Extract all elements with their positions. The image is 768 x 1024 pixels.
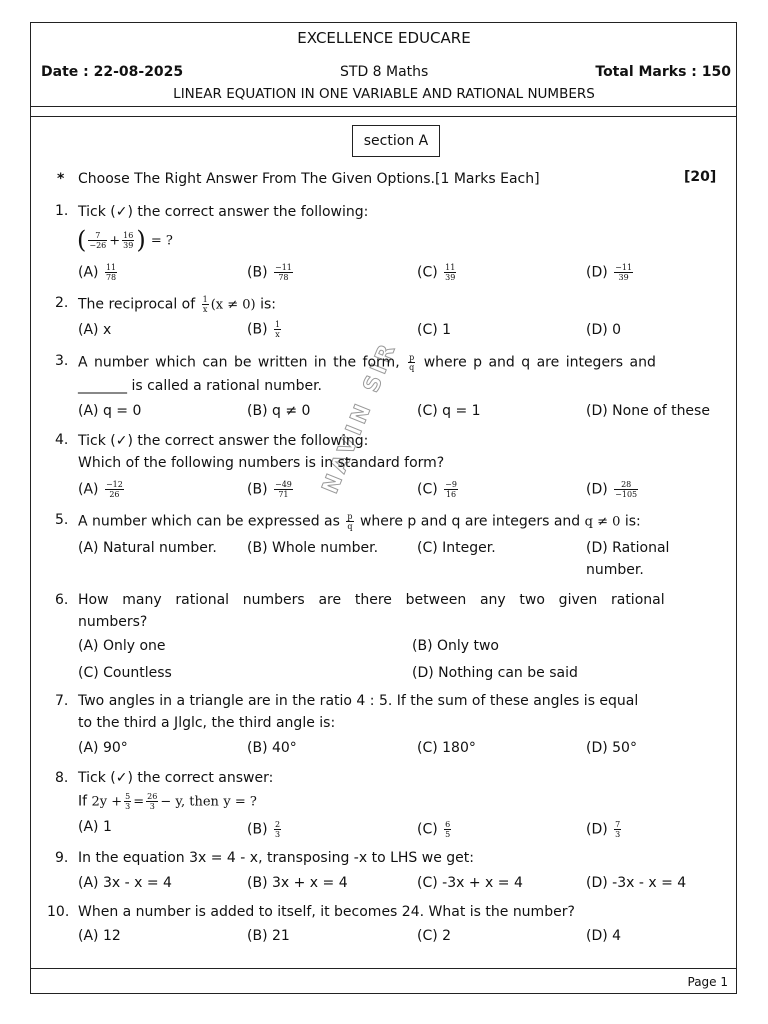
question-number: 1. — [55, 203, 69, 219]
question-number: 8. — [55, 770, 69, 786]
question-number: 4. — [55, 432, 69, 448]
option-d: (D) $\frac{28}{-105}$ — [586, 480, 638, 499]
option-a: (A) $\frac{-12}{26}$ — [78, 480, 123, 499]
option-b: (B) 21 — [247, 928, 290, 944]
option-c: (C) $\frac{6}{5}$ — [417, 820, 451, 839]
question-number: 2. — [55, 295, 69, 311]
option-a: (A) 3x - x = 4 — [78, 875, 172, 891]
exam-date: Date : 22-08-2025 — [41, 64, 184, 80]
footer-divider — [30, 968, 737, 969]
header-divider — [30, 106, 737, 107]
page-border — [30, 22, 737, 994]
section-label: section A — [352, 125, 440, 157]
option-d: (D) 50° — [586, 740, 637, 756]
question-text: A number which can be expressed as $\frac{p}{q}$ where p and q are integers and q ≠ 0 is: — [78, 512, 641, 531]
option-b: (B) $\frac{-11}{78}$ — [247, 263, 292, 282]
question-number: 7. — [55, 693, 69, 709]
question-number: 3. — [55, 353, 69, 369]
question-text: In the equation 3x = 4 - x, transposing -x to LHS we get: — [78, 850, 474, 866]
option-d: (D) $\frac{7}{3}$ — [586, 820, 621, 839]
option-a: (A) 1 — [78, 819, 112, 835]
question-text: Two angles in a triangle are in the ratio 4 : 5. If the sum of these angles is equal — [78, 693, 639, 709]
question-text: A number which can be written in the form, $\frac{p}{q}$ where p and q are integers and — [78, 353, 656, 372]
option-d: (D) None of these — [586, 403, 710, 419]
option-d-cont: number. — [586, 562, 644, 578]
question-equation: If 2y + $\frac{5}{3}$ = $\frac{26}{3}$ − y, then y = ? — [78, 792, 257, 811]
class-subject: STD 8 Maths — [340, 64, 429, 80]
option-d: (D) 4 — [586, 928, 622, 944]
instruction-text: Choose The Right Answer From The Given Options.[1 Marks Each] — [78, 171, 540, 187]
option-a: (A) x — [78, 322, 112, 338]
option-c: (C) 1 — [417, 322, 452, 338]
instruction-bullet: * — [57, 171, 65, 187]
question-expression: ( $\frac{7}{-26}$ + $\frac{16}{39}$ ) = ? — [77, 226, 173, 254]
question-text: Tick (✓) the correct answer the following: — [78, 204, 369, 220]
option-b: (B) 3x + x = 4 — [247, 875, 348, 891]
paper-title: LINEAR EQUATION IN ONE VARIABLE AND RATIONAL NUMBERS — [173, 86, 595, 102]
option-b: (B) $\frac{1}{x}$ — [247, 320, 281, 339]
question-text: How many rational numbers are there between any two given rational — [78, 592, 665, 608]
option-c: (C) $\frac{-9}{16}$ — [417, 480, 457, 499]
option-b: (B) Whole number. — [247, 540, 379, 556]
option-b: (B) 40° — [247, 740, 297, 756]
option-b: (B) Only two — [412, 638, 500, 654]
option-c: (C) 2 — [417, 928, 452, 944]
question-text-line2: to the third a Jlglc, the third angle is: — [78, 715, 336, 731]
option-d: (D) Rational — [586, 540, 670, 556]
option-a: (A) Only one — [78, 638, 166, 654]
question-text-line2: numbers? — [78, 614, 148, 630]
question-text-line2: _______ is called a rational number. — [78, 378, 322, 394]
page-number: Page 1 — [687, 975, 728, 989]
option-b: (B) q ≠ 0 — [247, 403, 311, 419]
option-d: (D) -3x - x = 4 — [586, 875, 687, 891]
option-a: (A) 12 — [78, 928, 121, 944]
option-a: (A) Natural number. — [78, 540, 217, 556]
total-marks: Total Marks : 150 — [595, 64, 731, 80]
header-divider-2 — [30, 116, 737, 117]
option-d: (D) Nothing can be said — [412, 665, 578, 681]
option-a: (A) $\frac{11}{78}$ — [78, 263, 117, 282]
option-d: (D) 0 — [586, 322, 622, 338]
question-text: Tick (✓) the correct answer the following: — [78, 433, 369, 449]
option-c: (C) q = 1 — [417, 403, 481, 419]
question-text: When a number is added to itself, it becomes 24. What is the number? — [78, 904, 575, 920]
option-d: (D) $\frac{-11}{39}$ — [586, 263, 633, 282]
option-c: (C) -3x + x = 4 — [417, 875, 523, 891]
option-c: (C) 180° — [417, 740, 476, 756]
option-c: (C) Countless — [78, 665, 172, 681]
question-number: 6. — [55, 592, 69, 608]
question-number: 9. — [55, 850, 69, 866]
question-number: 5. — [55, 512, 69, 528]
question-text: Tick (✓) the correct answer: — [78, 770, 274, 786]
option-a: (A) q = 0 — [78, 403, 142, 419]
option-b: (B) $\frac{2}{3}$ — [247, 820, 281, 839]
option-c: (C) Integer. — [417, 540, 496, 556]
option-b: (B) $\frac{-49}{71}$ — [247, 480, 292, 499]
watermark: NAVIN SIR — [318, 337, 402, 498]
school-name: EXCELLENCE EDUCARE — [297, 29, 471, 47]
question-text-line2: Which of the following numbers is in standard form? — [78, 455, 445, 471]
section-marks: [20] — [684, 169, 717, 185]
option-c: (C) $\frac{11}{39}$ — [417, 263, 456, 282]
option-a: (A) 90° — [78, 740, 128, 756]
question-text: The reciprocal of $\frac{1}{x}$ (x ≠ 0) is: — [78, 295, 276, 314]
question-number: 10. — [47, 904, 70, 920]
